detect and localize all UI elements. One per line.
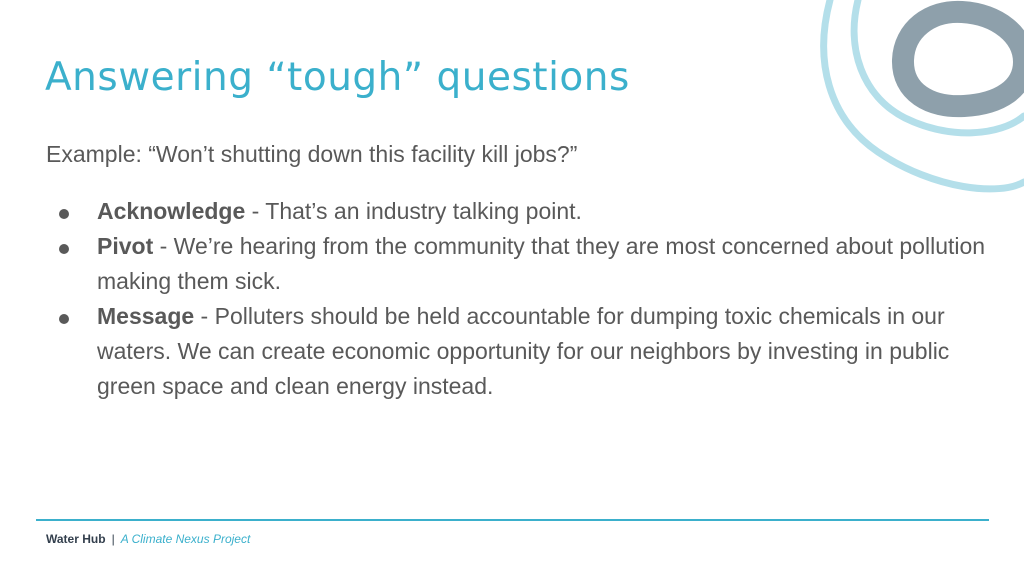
bullet-text: - We’re hearing from the community that they are most concerned about pollution making them sick. <box>97 233 986 294</box>
bullet-term: Message <box>97 303 195 329</box>
bullet-list <box>46 194 996 404</box>
example-question: Example: “Won’t shutting down this facility kill jobs?” <box>46 141 578 167</box>
bullet-message <box>46 299 996 404</box>
footer-brand: Water Hub <box>46 532 106 546</box>
bullet-dot-icon <box>59 244 69 254</box>
middle-ring <box>854 0 1024 133</box>
bullet-dot-icon <box>59 209 69 219</box>
slide-title: Answering “tough” questions <box>45 55 630 100</box>
bullet-term: Pivot <box>97 233 154 259</box>
bullet-text: - Polluters should be held accountable for dumping toxic chemicals in our waters. We can create economic opportunity for our neighbors by investing in public green space and clean energy instead. <box>97 303 950 399</box>
bullet-dot-icon <box>59 314 69 324</box>
footer-tagline: A Climate Nexus Project <box>120 532 251 546</box>
footer-divider <box>36 519 989 521</box>
bullet-acknowledge <box>46 194 996 229</box>
footer-separator: | <box>111 532 115 546</box>
footer <box>46 532 250 546</box>
outer-ring <box>824 0 1024 189</box>
bullet-text: - That’s an industry talking point. <box>245 198 582 224</box>
bullet-pivot <box>46 229 996 299</box>
bullet-term: Acknowledge <box>97 198 246 224</box>
inner-ring <box>903 12 1024 106</box>
